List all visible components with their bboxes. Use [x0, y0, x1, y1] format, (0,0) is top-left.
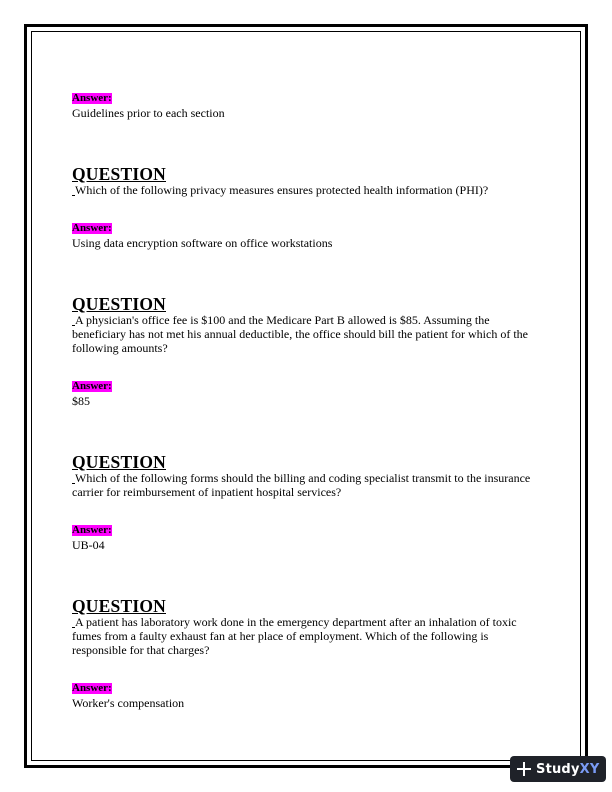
- answer-block-2: [72, 376, 540, 408]
- question-text: [72, 615, 540, 657]
- document-content: [72, 88, 540, 710]
- question-text-body: A physician's office fee is $100 and the Medicare Part B allowed is $85. Assuming the beneficiary has not met his annual deductible, the office should bill the patient for which of the following amounts?: [72, 313, 528, 355]
- question-block-3: [72, 454, 540, 499]
- answer-label: Answer:: [72, 524, 112, 536]
- question-heading: QUESTION: [72, 452, 166, 472]
- answer-block-4: [72, 678, 540, 710]
- answer-text: UB-04: [72, 538, 105, 552]
- plus-icon: [517, 762, 531, 776]
- question-text: [72, 471, 540, 499]
- answer-label: Answer:: [72, 682, 112, 694]
- question-heading: QUESTION: [72, 294, 166, 314]
- answer-text: Worker's compensation: [72, 696, 185, 710]
- answer-label: Answer:: [72, 92, 112, 104]
- question-heading: QUESTION: [72, 596, 166, 616]
- question-text: [72, 183, 540, 197]
- brand-name-main: Study: [536, 761, 580, 777]
- answer-text: Guidelines prior to each section: [72, 106, 225, 120]
- brand-name-accent: XY: [579, 761, 600, 777]
- answer-label: Answer:: [72, 380, 112, 392]
- answer-text: $85: [72, 394, 90, 408]
- question-block-1: [72, 166, 540, 197]
- question-block-4: [72, 598, 540, 657]
- question-text-body: Which of the following privacy measures ensures protected health information (PHI)?: [75, 183, 489, 197]
- question-text-body: A patient has laboratory work done in the emergency department after an inhalation of toxic fumes from a faulty exhaust fan at her place of employment. Which of the following is responsible for that charges?: [72, 615, 517, 657]
- question-text-body: Which of the following forms should the billing and coding specialist transmit to the insurance carrier for reimbursement of inpatient hospital services?: [72, 471, 531, 499]
- answer-block-0: [72, 88, 540, 120]
- answer-label: Answer:: [72, 222, 112, 234]
- question-text: [72, 313, 540, 355]
- answer-text: Using data encryption software on office workstations: [72, 236, 333, 250]
- question-block-2: [72, 296, 540, 355]
- question-heading: QUESTION: [72, 164, 166, 184]
- brand-name: [536, 762, 599, 777]
- answer-block-1: [72, 218, 540, 250]
- answer-block-3: [72, 520, 540, 552]
- studyxy-badge[interactable]: [510, 756, 606, 782]
